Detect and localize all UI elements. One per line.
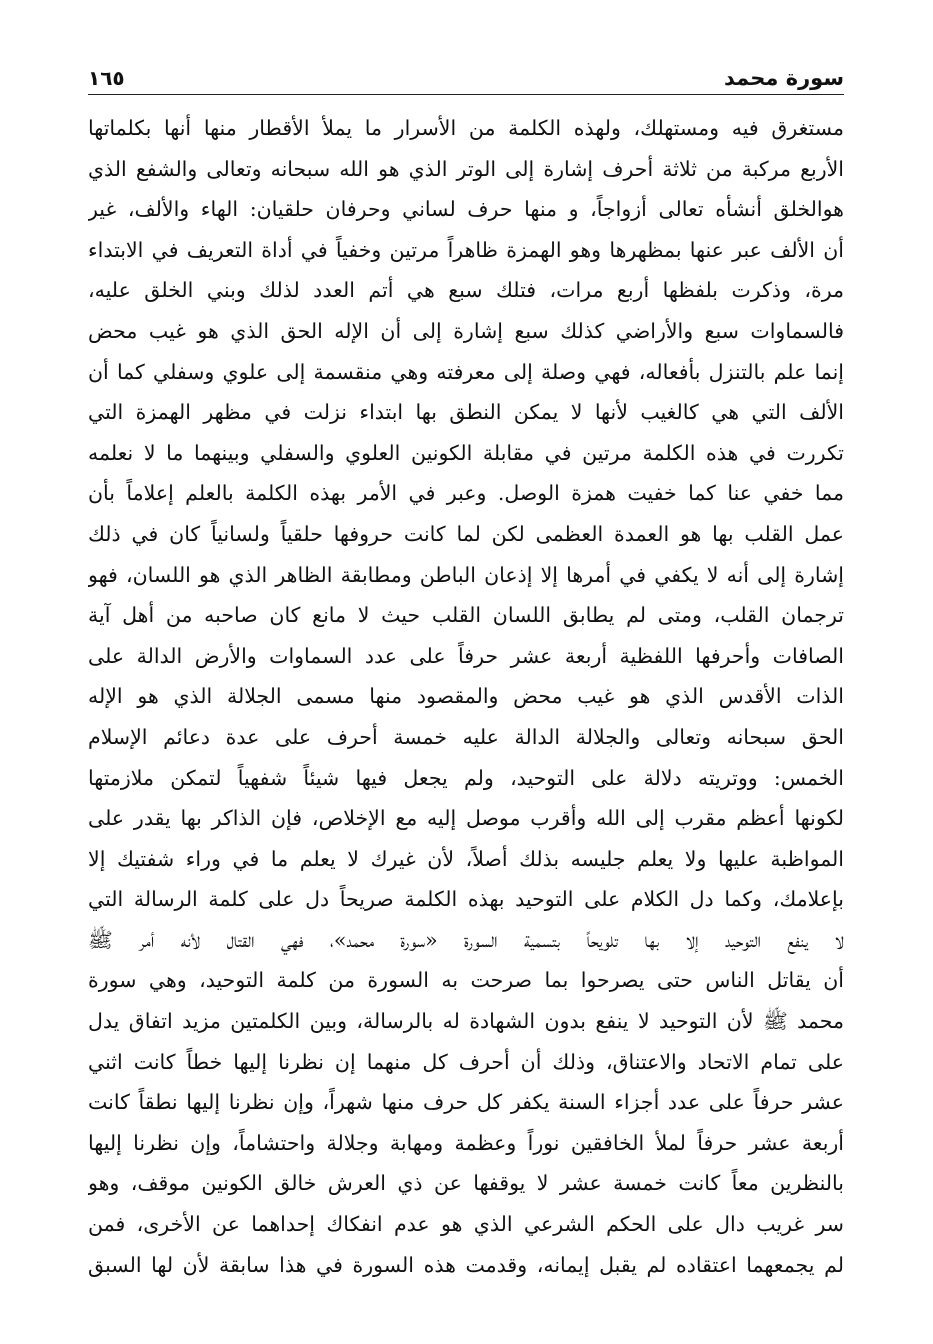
text-line: أن الألف عبر عنها بمظهرها وهو الهمزة ظاهراً مرتين وخفياً في أداة التعريف في الابتداء: [88, 237, 844, 262]
text-line: فالسماوات سبع والأراضي كذلك سبع إشارة إلى أن الإله الحق الذي هو غيب محض: [88, 318, 844, 343]
text-line: لا ينفع التوحيد إلا بها تلويحاً بتسمية السورة «سورة محمد»، فهي القتال لأنه أمر ﷺ: [88, 927, 844, 952]
running-title: سورة محمد: [724, 66, 844, 90]
header-rule: [88, 94, 844, 95]
text-line: أن يقاتل الناس حتى يصرحوا بما صرحت به السورة من كلمة التوحيد، وهي سورة: [88, 968, 844, 993]
text-line: الحق سبحانه وتعالى والجلالة الدالة عليه خمسة أحرف على عدة دعائم الإسلام: [88, 724, 844, 749]
text-body: [88, 108, 844, 1285]
text-line: تكررت في هذه الكلمة مرتين في مقابلة الكونين العلوي والسفلي وبينهما ما لا نعلمه: [88, 440, 844, 465]
text-line: إشارة إلى أنه لا يكفي في أمرها إلا إذعان الباطن ومطابقة الظاهر الذي هو اللسان، فهو: [88, 562, 844, 587]
text-line: عشر حرفاً على عدد أجزاء السنة يكفر كل حرف منها شهراً، وإن نظرنا إليها نطقاً كانت: [88, 1090, 844, 1115]
text-line: إنما علم بالتنزل بأفعاله، فهي وصلة إلى معرفته وهي منقسمة إلى علوي وسفلي كما أن: [88, 359, 844, 384]
text-line: الذات الأقدس الذي هو غيب محض والمقصود منها مسمى الجلالة الذي هو الإله: [88, 684, 844, 709]
text-line: لم يجمعهما اعتقاده لم يقبل إيمانه، وقدمت هذه السورة في هذا سابقة لأن لها السبق: [88, 1252, 844, 1277]
text-line: مرة، وذكرت بلفظها أربع مرات، فتلك سبع هي أتم العدد لذلك وبني الخلق عليه،: [88, 278, 844, 303]
text-line: بإعلامك، وكما دل الكلام على التوحيد بهذه الكلمة صريحاً دل على كلمة الرسالة التي: [88, 887, 844, 912]
text-line: ترجمان القلب، ومتى لم يطابق اللسان القلب حيث لا مانع كان صاحبه من أهل آية: [88, 603, 844, 628]
page-header: [88, 56, 844, 92]
text-line: الصافات وأحرفها اللفظية أربعة عشر حرفاً على عدد السماوات والأرض الدالة على: [88, 643, 844, 668]
text-line: بالنظرين معاً كانت خمسة عشر لا يوقفها عن ذي العرش خالق الكونين موقف، وهو: [88, 1171, 844, 1196]
text-line: الخمس: ووتريته دلالة على التوحيد، ولم يجعل فيها شيئاً شفهياً لتمكن ملازمتها: [88, 765, 844, 790]
text-line: محمد ﷺ لأن التوحيد لا ينفع بدون الشهادة له بالرسالة، وبين الكلمتين مزيد اتفاق يدل: [88, 1009, 844, 1034]
text-line: المواظبة عليها ولا يعلم جليسه بذلك أصلاً، لأن غيرك لا يعلم ما في وراء شفتيك إلا: [88, 846, 844, 871]
text-line: عمل القلب بها هو العمدة العظمى لكن لما كانت حروفها حلقياً ولسانياً كان في ذلك: [88, 521, 844, 546]
text-line: لكونها أعظم مقرب إلى الله وأقرب موصل إليه مع الإخلاص، فإن الذاكر بها يقدر على: [88, 806, 844, 831]
text-line: على تمام الاتحاد والاعتناق، وذلك أن أحرف كل منهما إن نظرنا إليها خطاً كانت اثني: [88, 1049, 844, 1074]
text-line: مما خفي عنا كما خفيت همزة الوصل. وعبر في الأمر بهذه الكلمة بالعلم إعلاماً بأن: [88, 481, 844, 506]
text-line: الألف التي هي كالغيب لأنها لا يمكن النطق بها ابتداء نزلت في مظهر الهمزة التي: [88, 400, 844, 425]
text-line: سر غريب دال على الحكم الشرعي الذي هو عدم انفكاك إحداهما عن الأخرى، فمن: [88, 1212, 844, 1237]
page-number: ١٦٥: [88, 66, 125, 90]
text-line: الأربع مركبة من ثلاثة أحرف إشارة إلى الوتر الذي هو الله سبحانه وتعالى والشفع الذي: [88, 156, 844, 181]
text-line: مستغرق فيه ومستهلك، ولهذه الكلمة من الأسرار ما يملأ الأقطار منها أنها بكلماتها: [88, 116, 844, 140]
text-line: أربعة عشر حرفاً لملأ الخافقين نوراً وعظمة ومهابة وجلالة واحتشاماً، وإن نظرنا إليها: [88, 1130, 844, 1155]
text-line: هوالخلق أنشأه تعالى أزواجاً، و منها حرف لساني وحرفان حلقيان: الهاء والألف، غير: [88, 197, 844, 222]
